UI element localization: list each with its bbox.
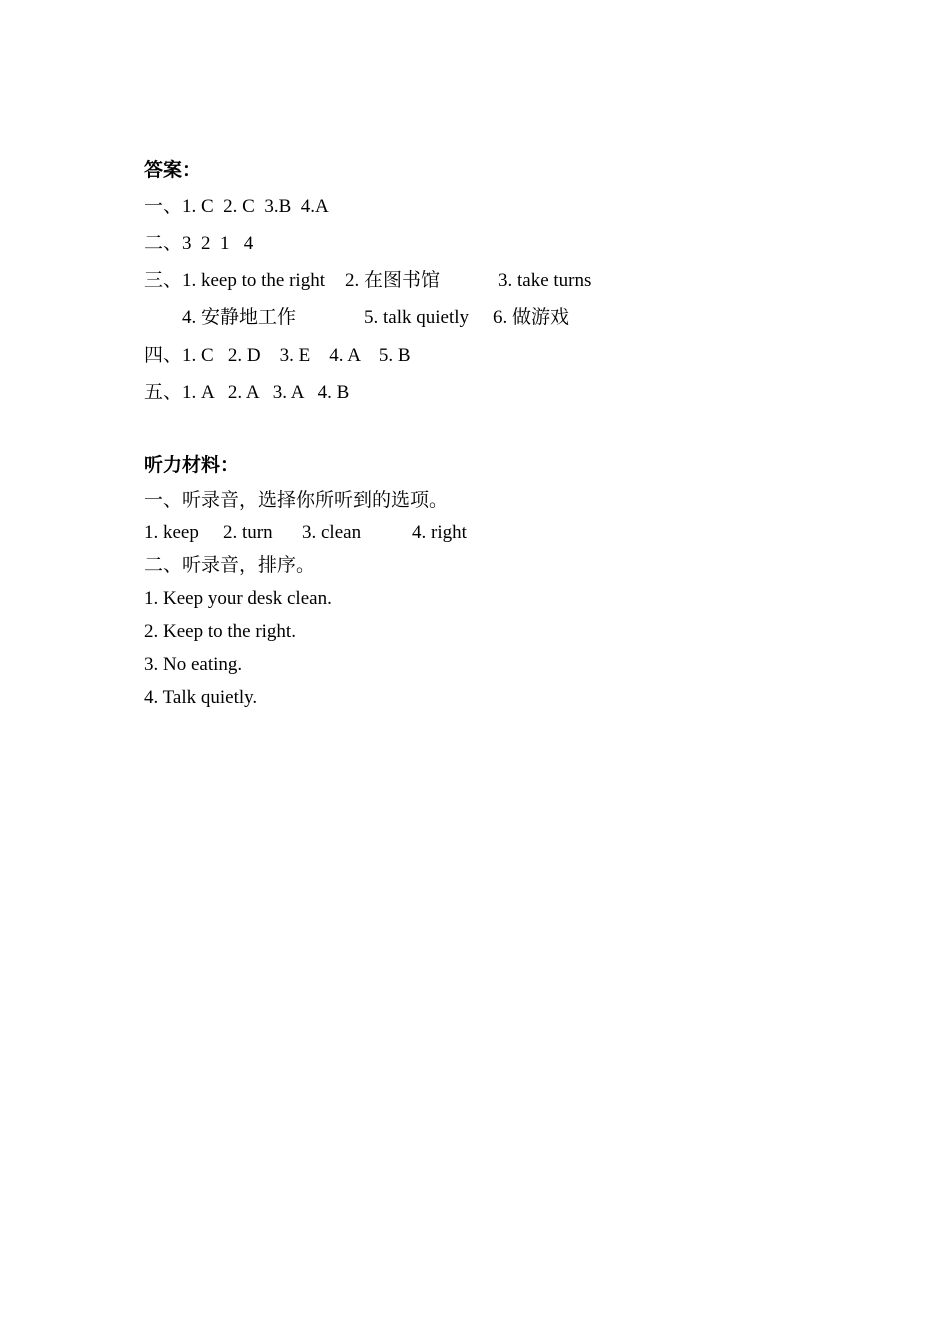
answer-section-3-item-1: 1. keep to the right [182, 270, 325, 291]
answer-section-2: 二、3 2 1 4 [144, 233, 254, 254]
list-item: 2. turn [223, 522, 273, 543]
list-item: 1. Keep your desk clean. [144, 588, 332, 609]
answer-section-3-item-3: 3. take turns [498, 270, 592, 291]
listening-part-1-title: 一、听录音，选择你所听到的选项。 [144, 490, 449, 511]
list-item: 4. right [412, 522, 467, 543]
answer-section-5: 五、1. A 2. A 3. A 4. B [144, 382, 350, 403]
answer-section-3-item-2: 2. 在图书馆 [345, 270, 441, 291]
answer-section-3-row-2 [144, 306, 704, 330]
list-item: 2. Keep to the right. [144, 621, 296, 642]
answer-section-1: 一、1. C 2. C 3.B 4.A [144, 196, 329, 217]
answer-section-3-item-5: 5. talk quietly [364, 307, 470, 328]
answer-section-3-prefix: 三、 [144, 270, 183, 291]
answer-section-4: 四、1. C 2. D 3. E 4. A 5. B [144, 345, 411, 366]
list-item: 1. keep [144, 522, 199, 543]
answer-section-3-item-6: 6. 做游戏 [493, 307, 570, 328]
list-item: 3. No eating. [144, 654, 243, 675]
answer-section-3-item-4: 4. 安静地工作 [182, 307, 297, 328]
answer-section-3-row-1 [144, 269, 704, 293]
listening-part-2-title: 二、听录音，排序。 [144, 555, 316, 576]
list-item: 4. Talk quietly. [144, 687, 258, 708]
answers-heading: 答案： [144, 160, 202, 181]
listening-heading: 听力材料： [144, 455, 240, 476]
listening-part-1-items [144, 521, 544, 545]
list-item: 3. clean [302, 522, 362, 543]
